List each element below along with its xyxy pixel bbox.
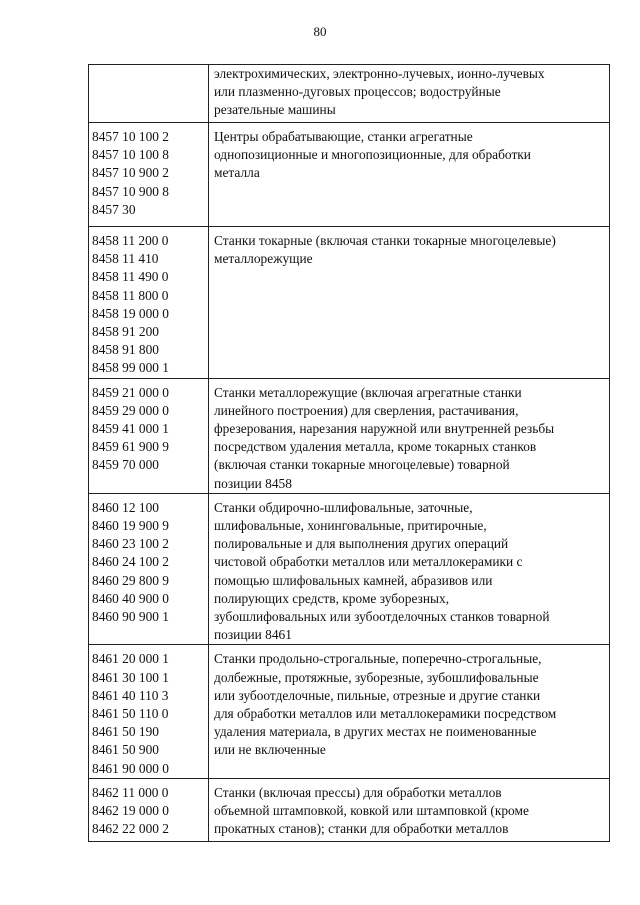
commodity-code: 8462 11 000 0 <box>92 784 169 800</box>
tariff-code-table <box>88 64 610 842</box>
code-cell <box>89 378 209 493</box>
commodity-code: 8458 99 000 1 <box>92 360 169 376</box>
code-cell <box>89 778 209 841</box>
table-row <box>89 778 610 841</box>
commodity-code: 8459 41 000 1 <box>92 421 169 437</box>
description-cell <box>209 123 610 227</box>
description-cell <box>209 493 610 645</box>
table-body <box>89 65 610 842</box>
description-line: линейного построения) для сверления, растачивания, <box>214 402 519 418</box>
commodity-code: 8461 30 100 1 <box>92 669 169 685</box>
commodity-code: 8461 50 190 <box>92 724 159 740</box>
commodity-code: 8457 10 100 2 <box>92 129 169 144</box>
description-line: фрезерования, нарезания наружной или внутренней резьбы <box>214 421 555 437</box>
commodity-code: 8460 40 900 0 <box>92 590 169 606</box>
description-line: резательные машины <box>214 102 336 118</box>
description-line: посредством удаления металла, кроме токарных станков <box>214 439 537 455</box>
commodity-code: 8458 19 000 0 <box>92 305 169 321</box>
code-cell <box>89 123 209 227</box>
commodity-code: 8461 50 900 <box>92 742 159 758</box>
commodity-code: 8460 24 100 2 <box>92 554 169 570</box>
commodity-code: 8459 70 000 <box>92 457 159 473</box>
commodity-code: 8457 10 900 2 <box>92 165 169 181</box>
description-line: полировальные и для выполнения других операций <box>214 536 509 552</box>
description-line: полирующих средств, кроме зуборезных, <box>214 590 450 606</box>
description-line: удаления материала, в других местах не поименованные <box>214 724 537 740</box>
description-cell <box>209 65 610 123</box>
table-row <box>89 645 610 778</box>
page-number: 80 <box>313 24 327 39</box>
commodity-code: 8460 29 800 9 <box>92 572 169 588</box>
description-line: шлифовальные, хонинговальные, притирочные, <box>214 518 487 534</box>
table-row <box>89 123 610 227</box>
commodity-code: 8461 90 000 0 <box>92 760 169 776</box>
commodity-code: 8461 40 110 3 <box>92 687 169 703</box>
description-line: позиции 8461 <box>214 627 292 643</box>
commodity-code: 8459 21 000 0 <box>92 384 169 400</box>
commodity-code: 8458 11 800 0 <box>92 287 169 303</box>
description-line: или не включенные <box>214 742 326 758</box>
description-line: электрохимических, электронно-лучевых, ионно-лучевых <box>214 66 545 81</box>
description-line: или плазменно-дуговых процессов; водоструйные <box>214 84 501 100</box>
commodity-code: 8460 19 900 9 <box>92 518 169 534</box>
commodity-code: 8460 12 100 <box>92 499 159 515</box>
description-cell <box>209 378 610 493</box>
commodity-code: 8458 91 800 <box>92 342 159 358</box>
table-row <box>89 493 610 645</box>
description-line: Станки продольно-строгальные, поперечно-строгальные, <box>214 651 542 667</box>
commodity-code: 8460 90 900 1 <box>92 609 169 625</box>
commodity-code: 8458 91 200 <box>92 324 159 340</box>
description-line: Станки металлорежущие (включая агрегатные станки <box>214 384 522 400</box>
description-cell <box>209 227 610 379</box>
code-cell <box>89 645 209 778</box>
description-line: позиции 8458 <box>214 475 292 491</box>
table-row <box>89 65 610 123</box>
commodity-code: 8459 61 900 9 <box>92 439 169 455</box>
description-line: металла <box>214 165 260 181</box>
description-line: Центры обрабатывающие, станки агрегатные <box>214 129 473 144</box>
commodity-code: 8462 19 000 0 <box>92 803 169 819</box>
commodity-code: 8458 11 410 <box>92 251 159 267</box>
commodity-code: 8458 11 200 0 <box>92 233 169 248</box>
commodity-code: 8458 11 490 0 <box>92 269 169 285</box>
commodity-code: 8459 29 000 0 <box>92 402 169 418</box>
code-cell <box>89 227 209 379</box>
code-cell <box>89 65 209 123</box>
description-line: чистовой обработки металлов или металлокерамики с <box>214 554 523 570</box>
commodity-code: 8462 22 000 2 <box>92 821 169 837</box>
description-line: (включая станки токарные многоцелевые) товарной <box>214 457 510 473</box>
code-cell <box>89 493 209 645</box>
description-line: металлорежущие <box>214 251 313 267</box>
commodity-code: 8457 10 900 8 <box>92 183 169 199</box>
description-line: Станки (включая прессы) для обработки металлов <box>214 784 502 800</box>
description-line: объемной штамповкой, ковкой или штамповкой (кроме <box>214 803 529 819</box>
table-row <box>89 378 610 493</box>
description-cell <box>209 645 610 778</box>
commodity-code: 8460 23 100 2 <box>92 536 169 552</box>
description-line: Станки токарные (включая станки токарные многоцелевые) <box>214 233 556 248</box>
description-line: или зубоотделочные, пильные, отрезные и другие станки <box>214 687 541 703</box>
description-line: зубошлифовальных или зубоотделочных станков товарной <box>214 609 550 625</box>
commodity-code: 8461 20 000 1 <box>92 651 169 667</box>
description-line: Станки обдирочно-шлифовальные, заточные, <box>214 499 473 515</box>
description-line: прокатных станов); станки для обработки металлов <box>214 821 509 837</box>
description-line: долбежные, протяжные, зуборезные, зубошлифовальные <box>214 669 539 685</box>
table-row <box>89 227 610 379</box>
description-cell <box>209 778 610 841</box>
commodity-code: 8457 30 <box>92 201 136 217</box>
commodity-code: 8461 50 110 0 <box>92 706 169 722</box>
commodity-code: 8457 10 100 8 <box>92 147 169 163</box>
description-line: однопозиционные и многопозиционные, для обработки <box>214 147 531 163</box>
description-line: для обработки металлов или металлокерамики посредством <box>214 706 557 722</box>
description-line: помощью шлифовальных камней, абразивов или <box>214 572 493 588</box>
